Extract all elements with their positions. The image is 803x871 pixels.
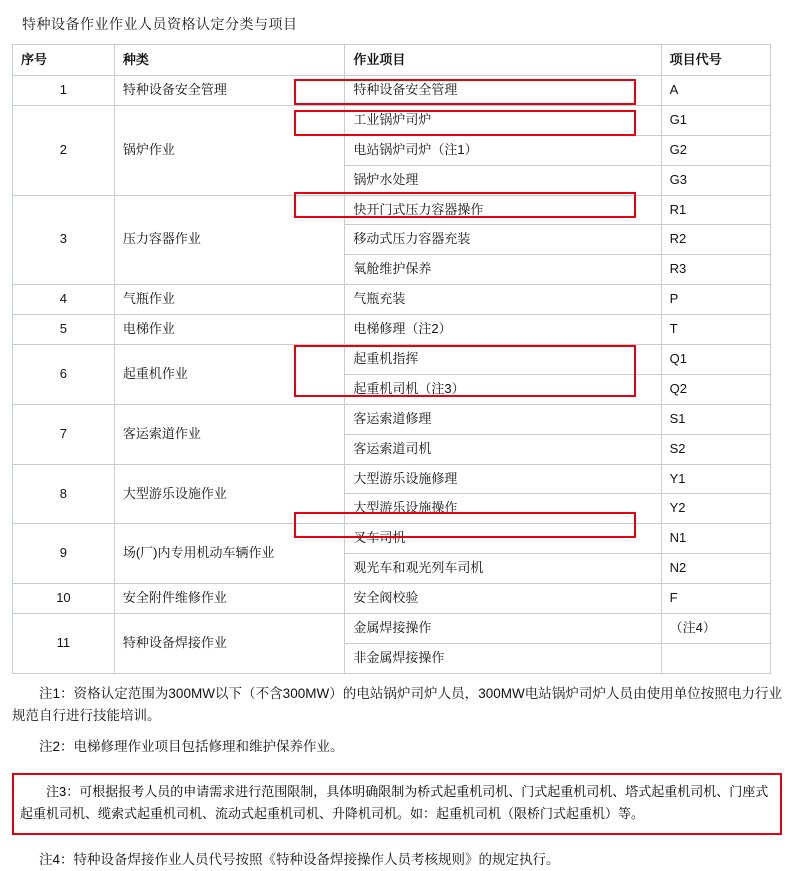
note-4: 注4：特种设备焊接作业人员代号按照《特种设备焊接操作人员考核规则》的规定执行。 xyxy=(39,851,560,867)
table-row xyxy=(13,76,771,106)
cell-item: 气瓶充装 xyxy=(345,285,661,315)
cell-code: Q2 xyxy=(661,374,770,404)
header-code: 项目代号 xyxy=(661,45,770,76)
note-1: 注1：资格认定范围为300MW以下（不含300MW）的电站锅炉司炉人员，300MW电站锅炉司炉人员由使用单位按照电力行业规范自行进行技能培训。 xyxy=(12,685,782,724)
cell-item: 叉车司机 xyxy=(345,524,661,554)
cell-code: Q1 xyxy=(661,345,770,375)
cell-code: G3 xyxy=(661,165,770,195)
cell-item: 工业锅炉司炉 xyxy=(345,105,661,135)
cell-no: 4 xyxy=(13,285,115,315)
table-row xyxy=(13,315,771,345)
cell-code: S2 xyxy=(661,434,770,464)
notes-section xyxy=(12,683,782,871)
cell-item: 非金属焊接操作 xyxy=(345,643,661,673)
page-title: 特种设备作业作业人员资格认定分类与项目 xyxy=(22,16,298,32)
cell-code: R1 xyxy=(661,195,770,225)
cell-code: （注4） xyxy=(661,614,770,644)
cell-code: A xyxy=(661,76,770,106)
cell-kind: 特种设备安全管理 xyxy=(114,76,345,106)
header-no: 序号 xyxy=(13,45,115,76)
cell-code: F xyxy=(661,584,770,614)
header-kind: 种类 xyxy=(114,45,345,76)
table-row xyxy=(13,524,771,554)
cell-no: 8 xyxy=(13,464,115,524)
table-row xyxy=(13,285,771,315)
cell-code: Y2 xyxy=(661,494,770,524)
cell-item: 起重机司机（注3） xyxy=(345,374,661,404)
cell-item: 客运索道修理 xyxy=(345,404,661,434)
cell-kind: 安全附件维修作业 xyxy=(114,584,345,614)
cell-code: P xyxy=(661,285,770,315)
table-row xyxy=(13,345,771,375)
cell-item: 特种设备安全管理 xyxy=(345,76,661,106)
cell-item: 快开门式压力容器操作 xyxy=(345,195,661,225)
cell-item: 客运索道司机 xyxy=(345,434,661,464)
cell-no: 9 xyxy=(13,524,115,584)
table-body xyxy=(13,76,771,674)
cell-item: 锅炉水处理 xyxy=(345,165,661,195)
cell-kind: 电梯作业 xyxy=(114,315,345,345)
cell-item: 起重机指挥 xyxy=(345,345,661,375)
table-row xyxy=(13,614,771,644)
cell-item: 观光车和观光列车司机 xyxy=(345,554,661,584)
cell-kind: 大型游乐设施作业 xyxy=(114,464,345,524)
cell-no: 11 xyxy=(13,614,115,674)
cell-code: N2 xyxy=(661,554,770,584)
qualification-table xyxy=(12,44,771,674)
cell-no: 10 xyxy=(13,584,115,614)
cell-item: 大型游乐设施操作 xyxy=(345,494,661,524)
table-row xyxy=(13,584,771,614)
cell-no: 1 xyxy=(13,76,115,106)
cell-code: N1 xyxy=(661,524,770,554)
table-row xyxy=(13,464,771,494)
note-3: 注3：可根据报考人员的申请需求进行范围限制，具体明确限制为桥式起重机司机、门式起重机司机、塔式起重机司机、门座式起重机司机、缆索式起重机司机、流动式起重机司机、升降机司机。如：起重机司机（限桥门式起重机）等。 xyxy=(20,783,769,821)
cell-no: 6 xyxy=(13,345,115,405)
cell-no: 2 xyxy=(13,105,115,195)
cell-kind: 气瓶作业 xyxy=(114,285,345,315)
table-row xyxy=(13,105,771,135)
cell-no: 7 xyxy=(13,404,115,464)
header-item: 作业项目 xyxy=(345,45,661,76)
cell-kind: 压力容器作业 xyxy=(114,195,345,285)
cell-item: 金属焊接操作 xyxy=(345,614,661,644)
cell-no: 3 xyxy=(13,195,115,285)
cell-item: 电梯修理（注2） xyxy=(345,315,661,345)
table-row xyxy=(13,404,771,434)
cell-kind: 锅炉作业 xyxy=(114,105,345,195)
table-row xyxy=(13,195,771,225)
cell-item: 大型游乐设施修理 xyxy=(345,464,661,494)
cell-code: S1 xyxy=(661,404,770,434)
table-header-row xyxy=(13,45,771,76)
cell-item: 氧舱维护保养 xyxy=(345,255,661,285)
note-3-highlight-box xyxy=(12,773,782,835)
cell-code: Y1 xyxy=(661,464,770,494)
cell-code: G2 xyxy=(661,135,770,165)
cell-code: T xyxy=(661,315,770,345)
cell-item: 移动式压力容器充装 xyxy=(345,225,661,255)
cell-item: 安全阀校验 xyxy=(345,584,661,614)
cell-code xyxy=(661,643,770,673)
cell-code: R2 xyxy=(661,225,770,255)
cell-kind: 起重机作业 xyxy=(114,345,345,405)
cell-item: 电站锅炉司炉（注1） xyxy=(345,135,661,165)
cell-kind: 场(厂)内专用机动车辆作业 xyxy=(114,524,345,584)
cell-kind: 特种设备焊接作业 xyxy=(114,614,345,674)
cell-kind: 客运索道作业 xyxy=(114,404,345,464)
note-2: 注2：电梯修理作业项目包括修理和维护保养作业。 xyxy=(39,739,344,755)
cell-code: R3 xyxy=(661,255,770,285)
cell-no: 5 xyxy=(13,315,115,345)
cell-code: G1 xyxy=(661,105,770,135)
